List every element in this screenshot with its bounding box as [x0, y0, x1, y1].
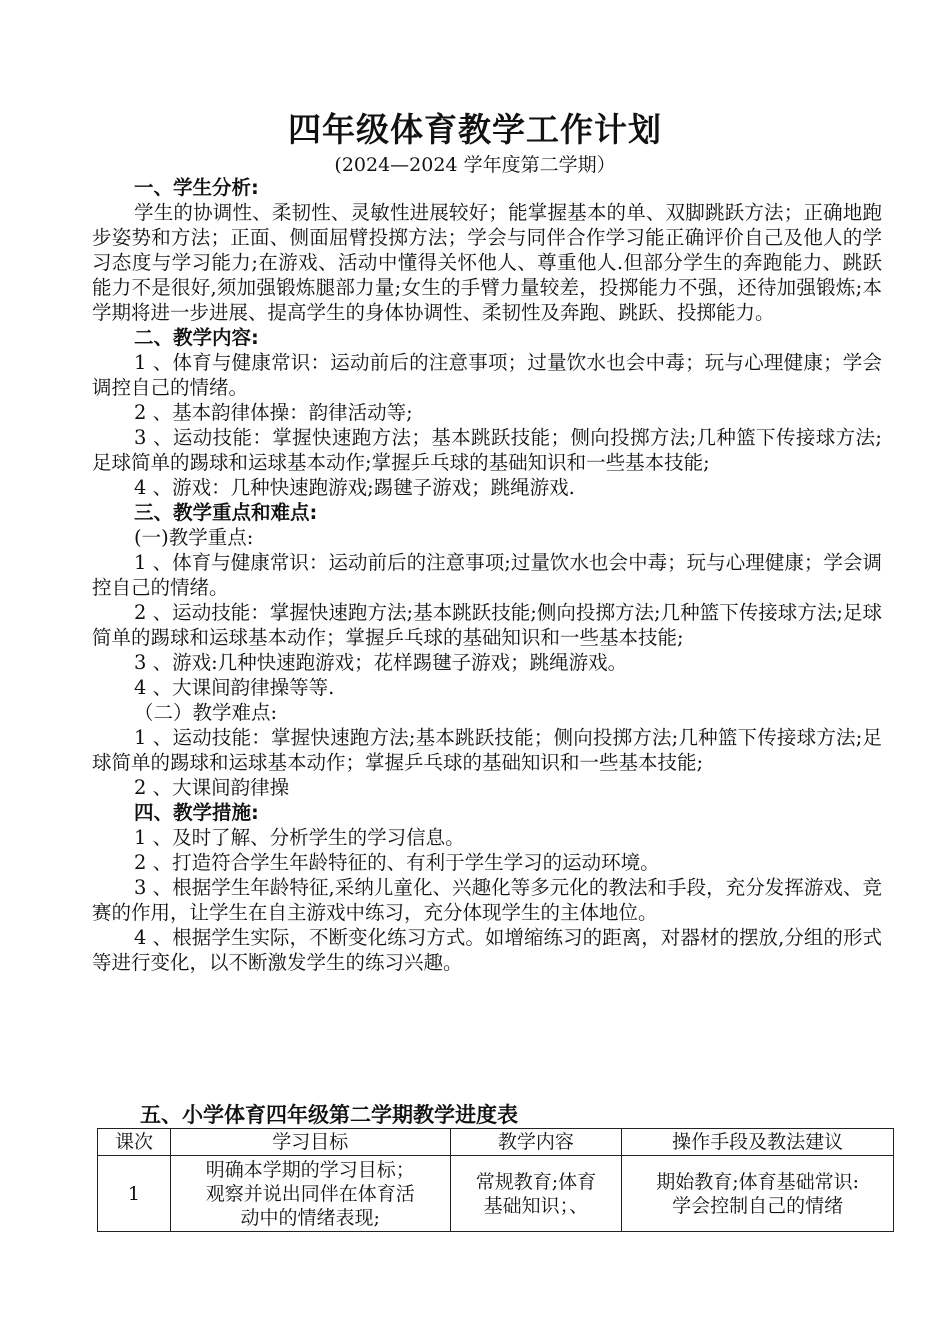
column-header: 课次 — [98, 1129, 171, 1156]
cell-line: 学会控制自己的情绪 — [672, 1194, 844, 1217]
column-header: 操作手段及教法建议 — [622, 1129, 894, 1156]
cell-line: 动中的情绪表现; — [240, 1206, 380, 1229]
schedule-title: 五、小学体育四年级第二学期教学进度表 — [140, 1103, 518, 1127]
lesson-number-cell: 1 — [98, 1156, 171, 1232]
table-row — [98, 1156, 894, 1232]
subsection-heading: （二）教学难点: — [134, 701, 278, 724]
column-header: 学习目标 — [170, 1129, 450, 1156]
list-item: 2 、运动技能：掌握快速跑方法;基本跳跃技能;侧向投掷方法;几种篮下传接球方法;足球简单的踢球和运球基本动作；掌握乒乓球的基础知识和一些基本技能; — [92, 601, 882, 649]
list-item: 1 、体育与健康常识：运动前后的注意事项；过量饮水也会中毒；玩与心理健康；学会调控自己的情绪。 — [92, 351, 882, 399]
list-item: 3 、运动技能：掌握快速跑方法；基本跳跃技能；侧向投掷方法;几种篮下传接球方法;足球简单的踢球和运球基本动作;掌握乒乓球的基础知识和一些基本技能; — [92, 426, 882, 474]
list-item: 4 、游戏：几种快速跑游戏;踢毽子游戏；跳绳游戏. — [134, 476, 575, 499]
list-item: 2 、打造符合学生年龄特征的、有利于学生学习的运动环境。 — [134, 851, 660, 874]
list-item: 1 、及时了解、分析学生的学习信息。 — [134, 826, 465, 849]
document-title: 四年级体育教学工作计划 — [288, 110, 662, 149]
list-item: 4 、大课间韵律操等等. — [134, 676, 335, 699]
list-item: 4 、根据学生实际，不断变化练习方式。如增缩练习的距离，对器材的摆放,分组的形式等进行变化，以不断激发学生的练习兴趣。 — [92, 926, 882, 974]
table-header-row — [98, 1129, 894, 1156]
list-item: 1 、体育与健康常识：运动前后的注意事项;过量饮水也会中毒；玩与心理健康；学会调控自己的情绪。 — [92, 551, 882, 599]
cell-line: 观察并说出同伴在体育活 — [205, 1182, 415, 1205]
section-heading: 四、教学措施: — [134, 801, 259, 824]
list-item: 1 、运动技能：掌握快速跑方法;基本跳跃技能；侧向投掷方法;几种篮下传接球方法;足球简单的踢球和运球基本动作；掌握乒乓球的基础知识和一些基本技能; — [92, 726, 882, 774]
document-body — [92, 175, 882, 975]
list-item: 3 、游戏:几种快速跑游戏；花样踢毽子游戏；跳绳游戏。 — [134, 651, 628, 674]
paragraph: 学生的协调性、柔韧性、灵敏性进展较好；能掌握基本的单、双脚跳跃方法；正确地跑步姿势和方法；正面、侧面屈臂投掷方法；学会与同伴合作学习能正确评价自己及他人的学习态度与学习能力;在游戏、活动中懂得关怀他人、尊重他人.但部分学生的奔跑能力、跳跃能力不是很好,须加强锻炼腿部力量;女生的手臂力量较差，投掷能力不强，还待加强锻炼;本学期将进一步进展、提高学生的身体协调性、柔韧性及奔跑、跳跃、投掷能力。 — [92, 201, 882, 324]
cell-line: 常规教育;体育 — [475, 1170, 597, 1193]
list-item: 2 、基本韵律体操：韵律活动等; — [134, 401, 413, 424]
teaching-content-cell — [450, 1156, 622, 1232]
document-subtitle: (2024—2024 学年度第二学期） — [334, 154, 616, 176]
cell-line: 明确本学期的学习目标； — [205, 1158, 415, 1181]
subsection-heading: (一)教学重点: — [134, 526, 254, 549]
schedule-table — [97, 1128, 894, 1232]
learning-goal-cell — [170, 1156, 450, 1232]
section-heading: 三、教学重点和难点: — [134, 501, 318, 524]
list-item: 2 、大课间韵律操 — [134, 776, 290, 799]
cell-line: 基础知识；、 — [483, 1194, 589, 1217]
column-header: 教学内容 — [450, 1129, 622, 1156]
cell-line: 期始教育;体育基础常识: — [656, 1170, 860, 1193]
list-item: 3 、根据学生年龄特征,采纳儿童化、兴趣化等多元化的教法和手段，充分发挥游戏、竞赛的作用，让学生在自主游戏中练习，充分体现学生的主体地位。 — [92, 876, 882, 924]
section-heading: 一、学生分析: — [134, 176, 259, 199]
section-heading: 二、教学内容: — [134, 326, 259, 349]
method-cell — [622, 1156, 894, 1232]
